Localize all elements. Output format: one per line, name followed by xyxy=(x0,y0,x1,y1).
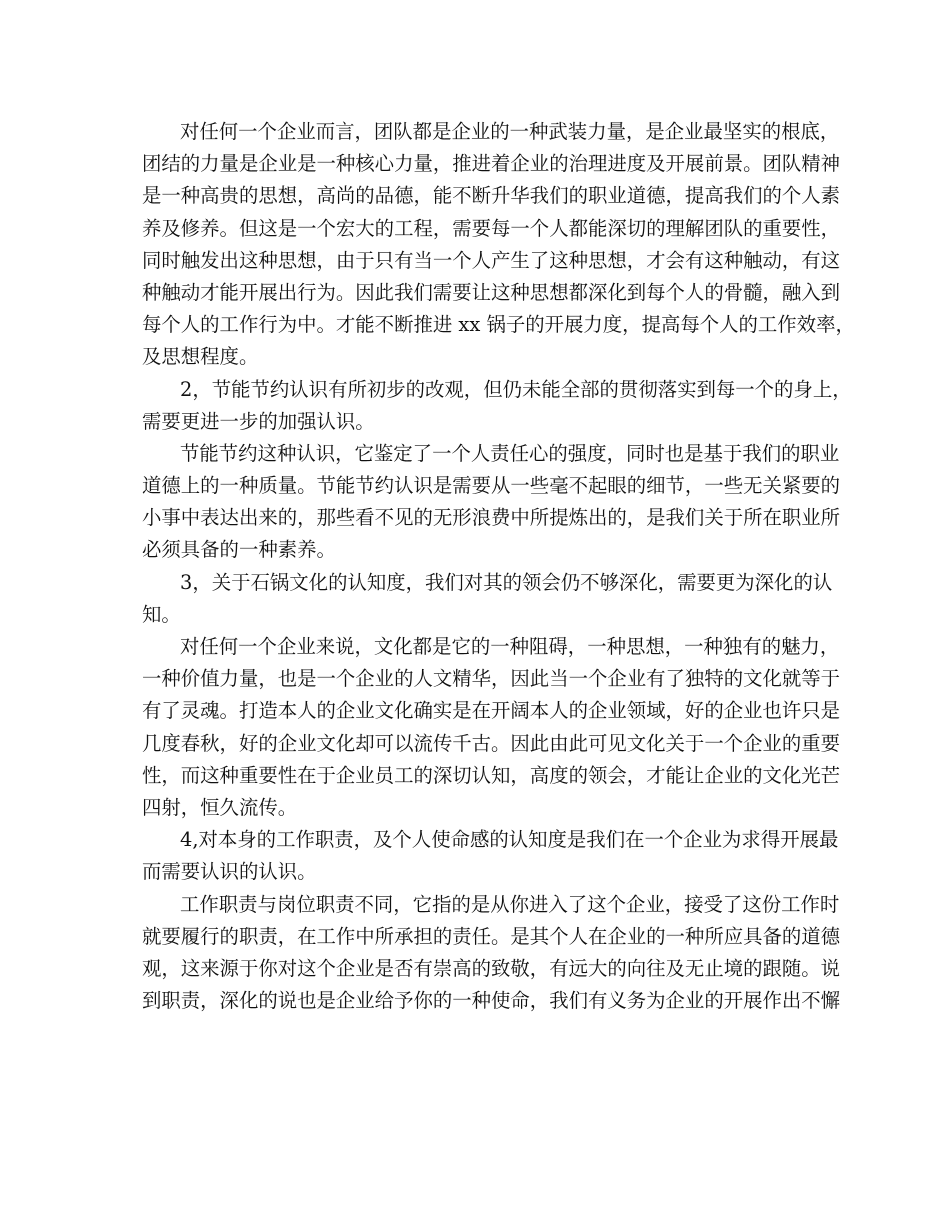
text-line: 每个人的工作行为中。才能不断推进 xx 锅子的开展力度，提高每个人的工作效率， xyxy=(142,313,855,337)
text-line: 种触动才能开展出行为。因此我们需要让这种思想都深化到每个人的骨髓，融入到 xyxy=(142,280,841,304)
text-line: 养及修养。但这是一个宏大的工程，需要每一个人都能深切的理解团队的重要性， xyxy=(142,216,841,240)
text-line: 有了灵魂。打造本人的企业文化确实是在开阔本人的企业领域，好的企业也许只是 xyxy=(142,699,841,723)
text-line: 一种价值力量，也是一个企业的人文精华，因此当一个企业有了独特的文化就等于 xyxy=(142,667,841,691)
text-line: 四射，恒久流传。 xyxy=(142,795,298,819)
text-line: 几度春秋，好的企业文化却可以流传千古。因此由此可见文化关于一个企业的重要 xyxy=(142,731,841,755)
text-line: 需要更进一步的加强认识。 xyxy=(142,409,375,433)
text-line: 必须具备的一种素养。 xyxy=(142,538,336,562)
text-line: 小事中表达出来的，那些看不见的无形浪费中所提炼出的，是我们关于所在职业所 xyxy=(142,506,841,530)
text-line: 4,对本身的工作职责，及个人使命感的认知度是我们在一个企业为求得开展最 xyxy=(180,828,839,852)
text-line: 2，节能节约认识有所初步的改观，但仍未能全部的贯彻落实到每一个的身上， xyxy=(180,377,852,401)
text-line: 对任何一个企业而言，团队都是企业的一种武装力量，是企业最坚实的根底， xyxy=(180,120,840,143)
text-line: 性，而这种重要性在于企业员工的深切认知，高度的领会，才能让企业的文化光芒 xyxy=(142,763,841,787)
text-line: 同时触发出这种思想，由于只有当一个人产生了这种思想，才会有这种触动，有这 xyxy=(142,248,841,272)
document-body xyxy=(142,116,855,1017)
text-line: 3，关于石锅文化的认知度，我们对其的领会仍不够深化，需要更为深化的认 xyxy=(180,570,833,594)
text-line: 就要履行的职责，在工作中所承担的责任。是其个人在企业的一种所应具备的道德 xyxy=(142,924,841,948)
text-line: 对任何一个企业来说，文化都是它的一种阻碍，一种思想，一种独有的魅力， xyxy=(180,635,840,658)
text-line: 节能节约这种认识，它鉴定了一个人责任心的强度，同时也是基于我们的职业 xyxy=(180,441,840,465)
text-line: 观，这来源于你对这个企业是否有崇高的致敬，有远大的向往及无止境的跟随。说 xyxy=(142,956,841,980)
text-line: 是一种高贵的思想，高尚的品德，能不断升华我们的职业道德，提高我们的个人素 xyxy=(142,184,841,208)
text-line: 团结的力量是企业是一种核心力量，推进着企业的治理进度及开展前景。团队精神 xyxy=(142,152,841,176)
text-line: 及思想程度。 xyxy=(142,345,259,369)
text-line: 而需要认识的认识。 xyxy=(142,860,317,884)
text-line: 工作职责与岗位职责不同，它指的是从你进入了这个企业，接受了这份工作时 xyxy=(180,892,840,916)
text-line: 知。 xyxy=(142,602,181,626)
text-line: 到职责，深化的说也是企业给予你的一种使命，我们有义务为企业的开展作出不懈 xyxy=(142,989,841,1013)
text-line: 道德上的一种质量。节能节约认识是需要从一些毫不起眼的细节，一些无关紧要的 xyxy=(142,474,841,498)
